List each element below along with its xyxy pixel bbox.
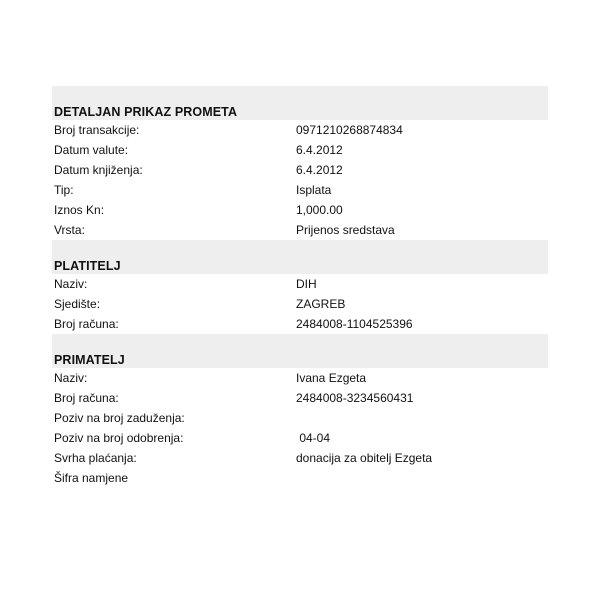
field-label: Naziv:	[54, 371, 88, 385]
field-value: Isplata	[296, 183, 332, 197]
field-value: 2484008-1104525396	[296, 317, 413, 331]
field-label: Datum knjiženja:	[54, 163, 143, 177]
recipient-row-payment-purpose	[52, 448, 548, 468]
section-header-transaction-detail	[52, 86, 548, 120]
section-header-recipient	[52, 334, 548, 368]
field-value: 0971210268874834	[296, 123, 403, 137]
field-value: Prijenos sredstava	[296, 223, 395, 237]
detail-row-transaction-number	[52, 120, 548, 140]
field-label: Naziv:	[54, 277, 88, 291]
field-value: DIH	[296, 277, 317, 291]
field-label: Svrha plaćanja:	[54, 451, 137, 465]
field-value: 04-04	[296, 431, 331, 445]
field-label: Datum valute:	[54, 143, 129, 157]
recipient-row-purpose-code	[52, 468, 548, 488]
detail-row-amount	[52, 200, 548, 220]
field-label: Iznos Kn:	[54, 203, 105, 217]
section-title: PLATITELJ	[54, 259, 121, 273]
section-title: PRIMATELJ	[54, 353, 125, 367]
field-label: Tip:	[54, 183, 74, 197]
field-label: Sjedište:	[54, 297, 101, 311]
payer-row-seat	[52, 294, 548, 314]
field-label: Šifra namjene	[54, 471, 129, 485]
field-value: donacija za obitelj Ezgeta	[296, 451, 433, 465]
payer-row-name	[52, 274, 548, 294]
transaction-detail-panel	[52, 86, 548, 488]
field-label: Vrsta:	[54, 223, 85, 237]
field-value: 6.4.2012	[296, 163, 343, 177]
field-label: Poziv na broj odobrenja:	[54, 431, 184, 445]
recipient-row-debit-reference	[52, 408, 548, 428]
section-title: DETALJAN PRIKAZ PROMETA	[54, 105, 238, 119]
payer-row-account	[52, 314, 548, 334]
section-header-payer	[52, 240, 548, 274]
recipient-row-account	[52, 388, 548, 408]
field-label: Broj računa:	[54, 391, 119, 405]
field-value: 1,000.00	[296, 203, 343, 217]
recipient-row-name	[52, 368, 548, 388]
field-value: ZAGREB	[296, 297, 346, 311]
field-label: Broj računa:	[54, 317, 119, 331]
field-value: Ivana Ezgeta	[296, 371, 367, 385]
field-label: Broj transakcije:	[54, 123, 140, 137]
detail-row-value-date	[52, 140, 548, 160]
field-value: 6.4.2012	[296, 143, 343, 157]
recipient-row-credit-reference	[52, 428, 548, 448]
field-value: 2484008-3234560431	[296, 391, 414, 405]
field-label: Poziv na broj zaduženja:	[54, 411, 185, 425]
detail-row-booking-date	[52, 160, 548, 180]
detail-row-type	[52, 180, 548, 200]
detail-row-kind	[52, 220, 548, 240]
